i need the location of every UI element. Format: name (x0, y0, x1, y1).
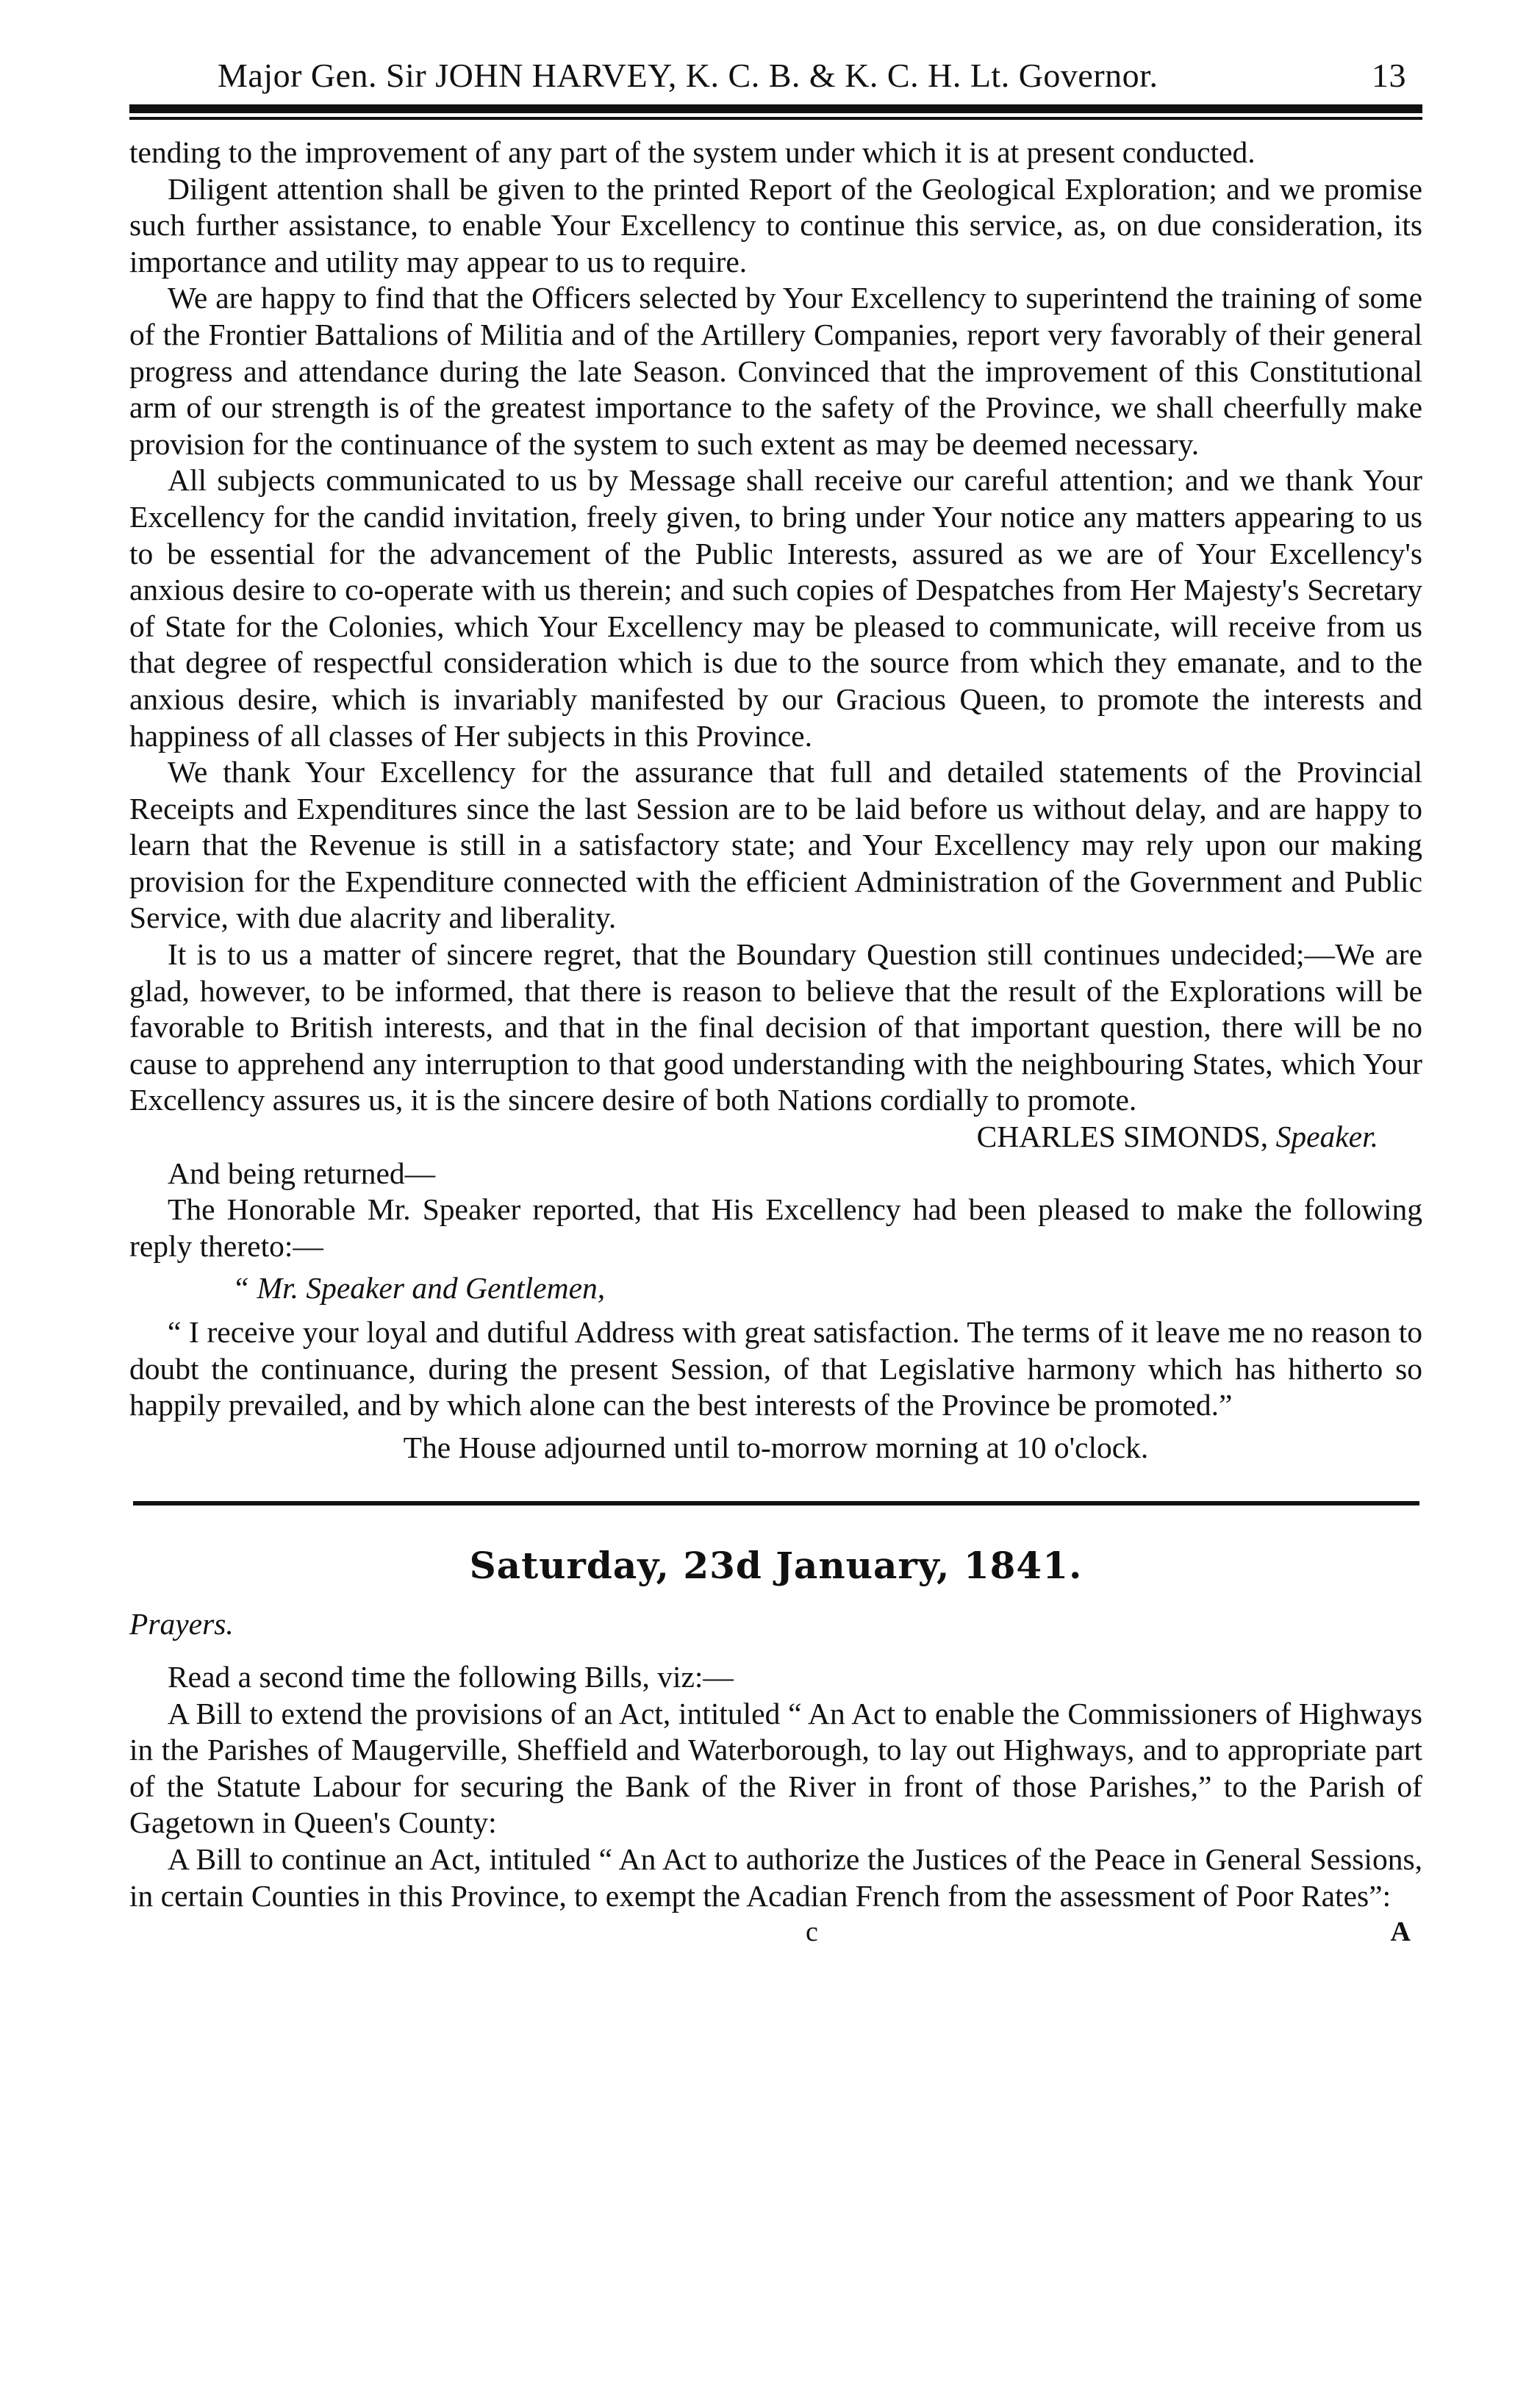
signature-mark-a: A (1390, 1916, 1411, 1948)
speaker-role: Speaker. (1275, 1120, 1378, 1154)
paragraph-returned: And being returned— (168, 1156, 436, 1190)
reply-quote: “ I receive your loyal and dutiful Address with great satisfaction. The terms of it leave me no reason to doubt the continuance, during the present Session, of that Legislative harmony which has hitherto so happily prevailed, and by which alone can the best interests of the Province be promoted.” (129, 1315, 1422, 1422)
paragraph-boundary: It is to us a matter of sincere regret, that the Boundary Question still continues undecided;—We are glad, however, to be informed, that there is reason to believe that the result of the Explorations will be favorable to British interests, and that in the final decision of that important question, there will be no cause to apprehend any interruption to that good understanding with the neighbouring States, which Your Excellency assures us, it is the sincere desire of both Nations cordially to promote. (129, 937, 1422, 1117)
page-number: 13 (1372, 57, 1406, 94)
speaker-signature (129, 1119, 1422, 1156)
date-heading: Saturday, 23d January, 1841. (469, 1544, 1083, 1588)
signature-marks (129, 1916, 1422, 1952)
paragraph-militia: We are happy to find that the Officers selected by Your Excellency to superintend the training of some of the Frontier Battalions of Militia and of the Artillery Companies, report very favorably of their general progress and attendance during the late Season. Convinced that the improvement of this Constitutional arm of our strength is of the greatest importance to the safety of the Province, we shall cheerfully make provision for the continuance of the system to such extent as may be deemed necessary. (129, 281, 1422, 461)
paragraph-continuation: tending to the improvement of any part of the system under which it is at present conducted. (129, 135, 1256, 169)
proceedings-text (129, 1606, 1422, 1914)
header-rule-thick (129, 104, 1422, 113)
body-text (129, 135, 1422, 1466)
reply-salutation: “ Mr. Speaker and Gentlemen, (232, 1271, 606, 1306)
paragraph-messages: All subjects communicated to us by Message shall receive our careful attention; and we thank Your Excellency for the candid invitation, freely given, to bring under Your notice any matters appearing to us to be essential for the advancement of the Public Interests, assured as we are of Your Excellency's anxious desire to co-operate with us therein; and such copies of Despatches from Her Majesty's Secretary of State for the Colonies, which Your Excellency may be pleased to communicate, will receive from us that degree of respectful consideration which is due to the source from which they emanate, and to the anxious desire, which is invariably manifested by our Gracious Queen, to promote the interests and happiness of all classes of Her subjects in this Province. (129, 463, 1422, 753)
running-title: Major Gen. Sir JOHN HARVEY, K. C. B. & K. C. H. Lt. Governor. (218, 57, 1158, 94)
adjournment-line: The House adjourned until to-morrow morning at 10 o'clock. (403, 1430, 1149, 1464)
header-rule-thin (129, 117, 1422, 120)
running-header (129, 46, 1422, 103)
paragraph-read-second: Read a second time the following Bills, viz:— (168, 1659, 734, 1694)
paragraph-reported: The Honorable Mr. Speaker reported, that His Excellency had been pleased to make the following reply thereto:— (129, 1192, 1422, 1263)
signature-mark-c: c (806, 1916, 818, 1948)
paragraph-bill-poor-rates: A Bill to continue an Act, intituled “ An Act to authorize the Justices of the Peace in General Sessions, in certain Counties in this Province, to exempt the Acadian French from the assessment of Poor Rates”: (129, 1841, 1422, 1913)
paragraph-bill-highways: A Bill to extend the provisions of an Act, intituled “ An Act to enable the Commissioners of Highways in the Parishes of Maugerville, Sheffield and Waterborough, to lay out Highways, and to appropriate part of the Statute Labour for securing the Bank of the River in front of those Parishes,” to the Parish of Gagetown in Queen's County: (129, 1696, 1422, 1840)
paragraph-revenue: We thank Your Excellency for the assurance that full and detailed statements of the Provincial Receipts and Expenditures since the last Session are to be laid before us without delay, and are happy to learn that the Revenue is still in a satisfactory state; and Your Excellency may rely upon our making provision for the Expenditure connected with the efficient Administration of the Government and Public Service, with due alacrity and liberality. (129, 755, 1422, 935)
prayers-label: Prayers. (129, 1607, 234, 1641)
paragraph-geological: Diligent attention shall be given to the printed Report of the Geological Exploration; and we promise such further assistance, to enable Your Excellency to continue this service, as, on due consideration, its importance and utility may appear to us to require. (129, 171, 1422, 279)
speaker-name: CHARLES SIMONDS, (976, 1120, 1269, 1154)
section-divider (133, 1501, 1419, 1505)
